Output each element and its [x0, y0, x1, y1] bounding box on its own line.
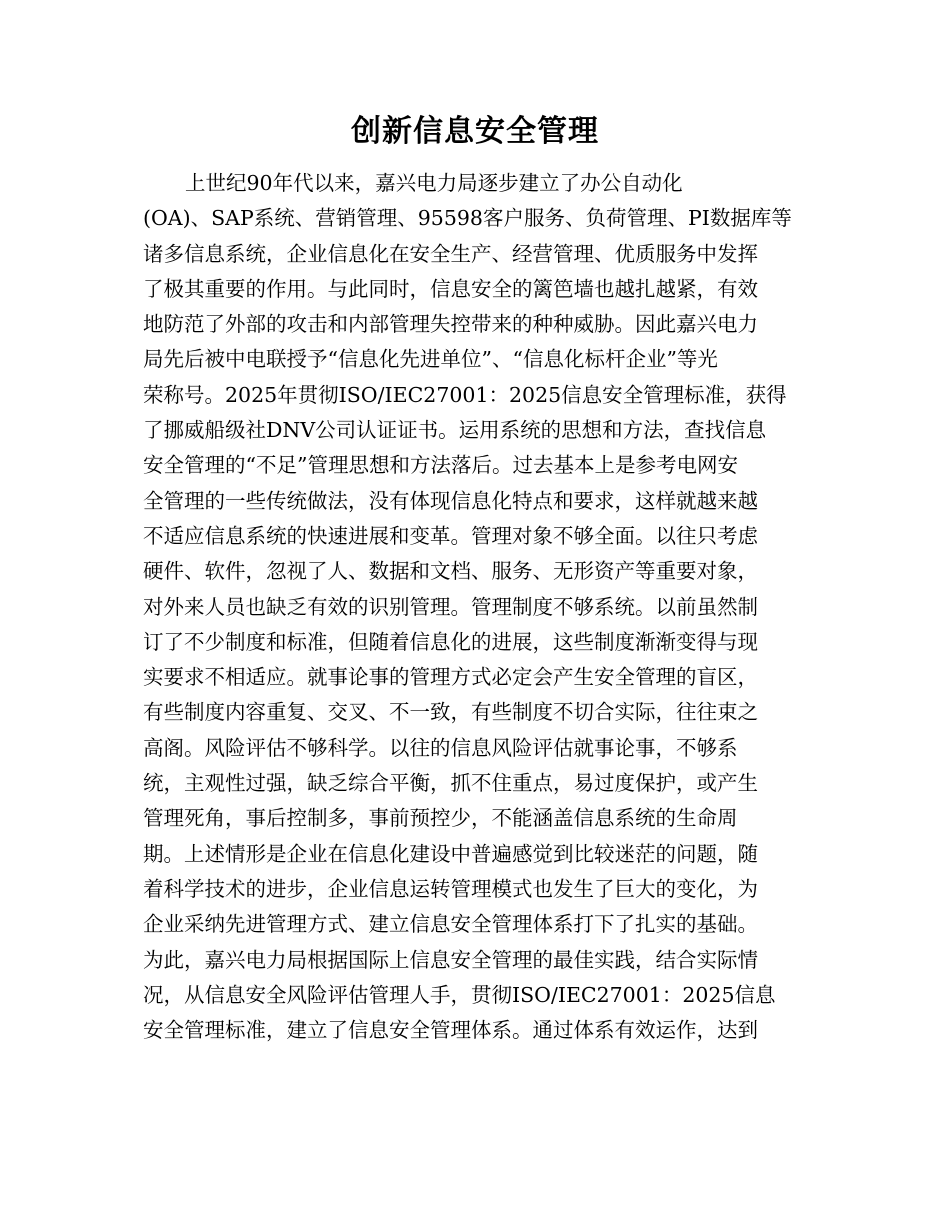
body-line: 着科学技术的进步，企业信息运转管理模式也发生了巨大的变化，为 — [143, 876, 758, 901]
body-line: 了极其重要的作用。与此同时，信息安全的篱笆墙也越扎越紧，有效 — [143, 276, 758, 301]
body-line: 全管理的一些传统做法，没有体现信息化特点和要求，这样就越来越 — [143, 488, 758, 513]
document-title: 创新信息安全管理 — [351, 114, 599, 149]
body-line: 统，主观性过强，缺乏综合平衡，抓不住重点，易过度保护，或产生 — [143, 771, 758, 796]
body-line: 期。上述情形是企业在信息化建设中普遍感觉到比较迷茫的问题，随 — [143, 841, 758, 866]
body-line: 地防范了外部的攻击和内部管理失控带来的种种威胁。因此嘉兴电力 — [143, 312, 758, 337]
body-line: 为此，嘉兴电力局根据国际上信息安全管理的最佳实践，结合实际情 — [143, 947, 758, 972]
body-line: 况，从信息安全风险评估管理人手，贯彻ISO/IEC27001：2025信息 — [143, 982, 776, 1007]
body-line: 实要求不相适应。就事论事的管理方式必定会产生安全管理的盲区， — [143, 665, 758, 690]
body-line: 上世纪90年代以来，嘉兴电力局逐步建立了办公自动化 — [185, 171, 683, 195]
body-line: 硬件、软件，忽视了人、数据和文档、服务、无形资产等重要对象， — [143, 559, 758, 584]
body-line: 了挪威船级社DNV公司认证证书。运用系统的思想和方法，查找信息 — [143, 418, 767, 443]
body-line: (OA)、SAP系统、营销管理、95598客户服务、负荷管理、PI数据库等 — [143, 206, 792, 231]
body-line: 有些制度内容重复、交叉、不一致，有些制度不切合实际，往往束之 — [143, 700, 758, 725]
body-line: 不适应信息系统的快速进展和变革。管理对象不够全面。以往只考虑 — [143, 523, 758, 548]
body-line: 对外来人员也缺乏有效的识别管理。管理制度不够系统。以前虽然制 — [143, 594, 758, 619]
body-line: 安全管理标准，建立了信息安全管理体系。通过体系有效运作，达到 — [143, 1018, 758, 1043]
body-line: 诸多信息系统，企业信息化在安全生产、经营管理、优质服务中发挥 — [143, 241, 758, 266]
body-line: 局先后被中电联授予“信息化先进单位”、“信息化标杆企业”等光 — [143, 347, 718, 372]
body-line: 高阁。风险评估不够科学。以往的信息风险评估就事论事，不够系 — [143, 735, 738, 760]
body-line: 订了不少制度和标准，但随着信息化的进展，这些制度渐渐变得与现 — [143, 629, 758, 654]
body-line: 荣称号。2025年贯彻ISO/IEC27001：2025信息安全管理标准，获得 — [143, 382, 787, 407]
body-line: 安全管理的“不足”管理思想和方法落后。过去基本上是参考电网安 — [143, 453, 738, 478]
document-body — [143, 166, 823, 1048]
body-line: 管理死角，事后控制多，事前预控少，不能涵盖信息系统的生命周 — [143, 806, 738, 831]
body-line: 企业采纳先进管理方式、建立信息安全管理体系打下了扎实的基础。 — [143, 912, 758, 937]
